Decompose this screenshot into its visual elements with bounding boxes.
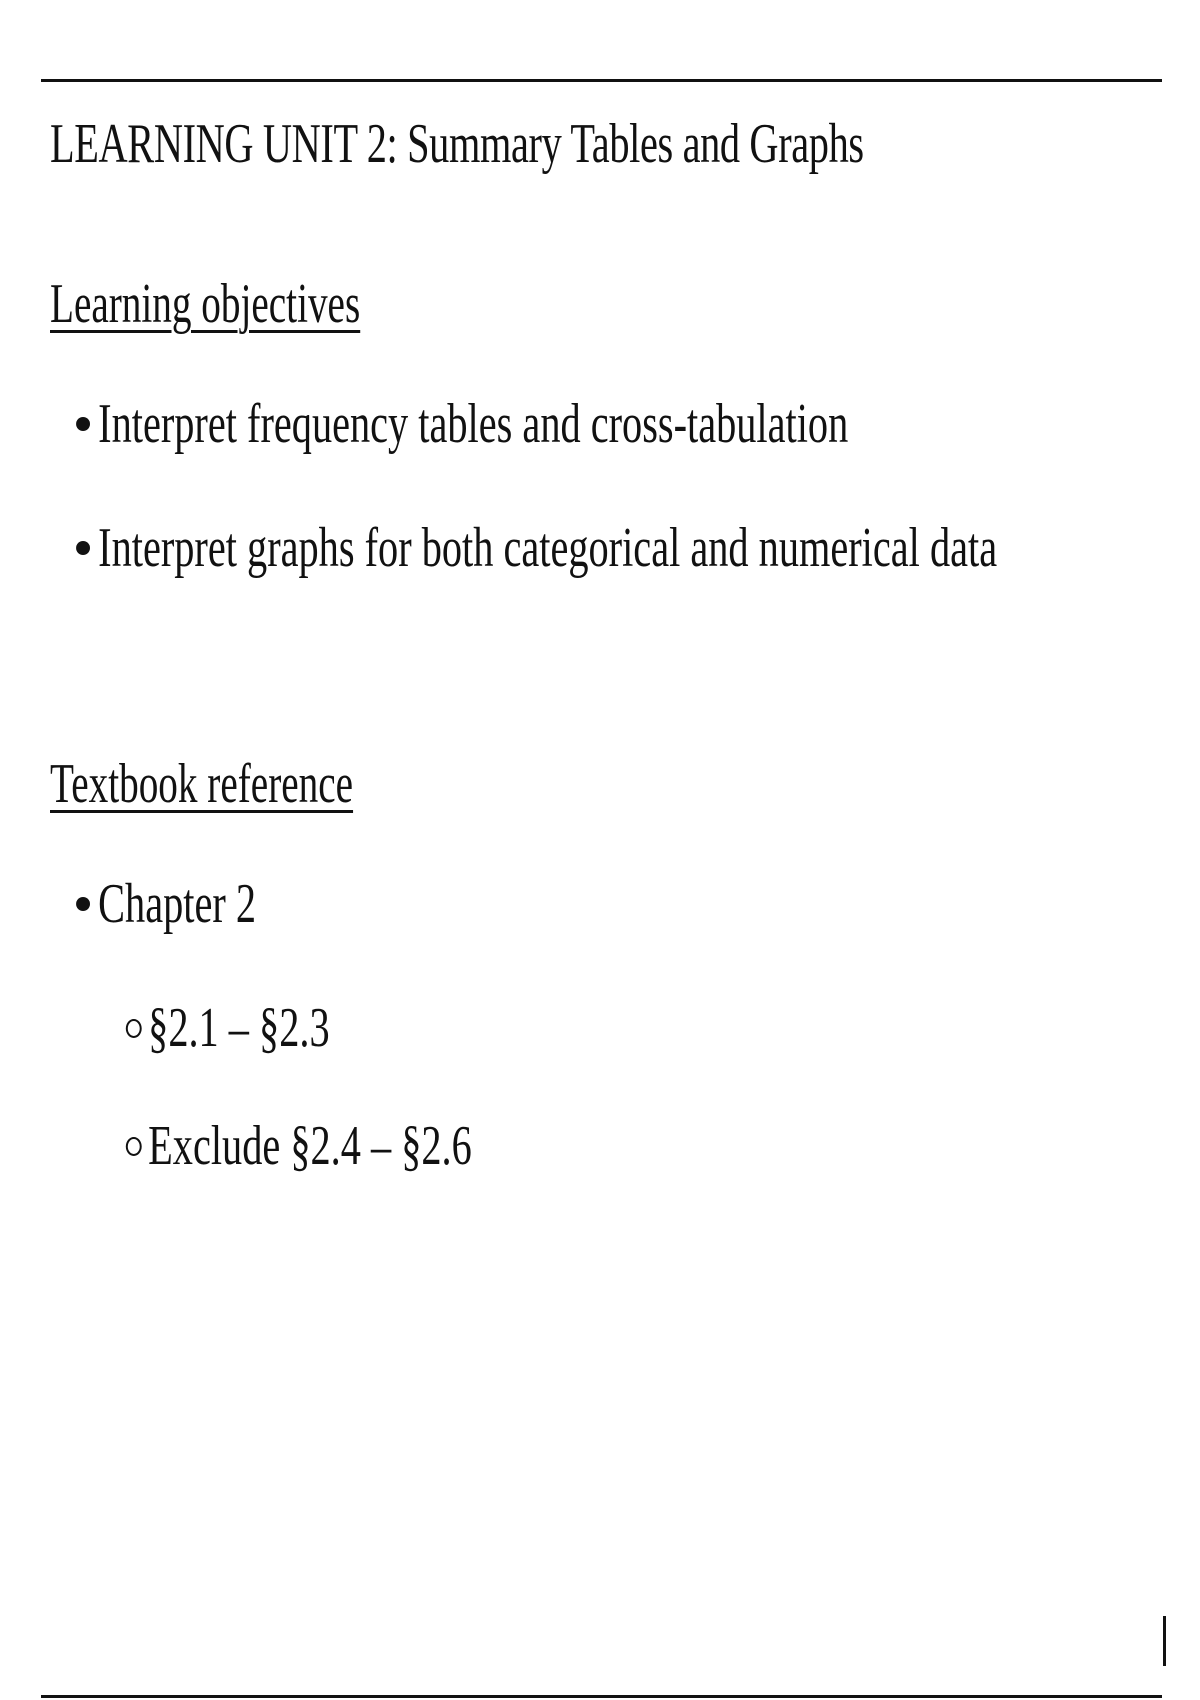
bottom-rule	[41, 1695, 1162, 1698]
top-rule	[41, 79, 1162, 82]
list-item-text: Interpret frequency tables and cross-tabulation	[98, 393, 849, 455]
hollow-bullet-icon	[126, 1019, 142, 1038]
bullet-icon	[76, 417, 90, 431]
list-item-text: Chapter 2	[98, 873, 257, 935]
sub-list-item	[128, 1114, 472, 1178]
page-mark-text	[1163, 1616, 1166, 1666]
sub-list-item	[128, 996, 330, 1060]
hollow-bullet-icon	[126, 1137, 142, 1156]
section-heading-learning-objectives: Learning objectives	[50, 273, 361, 335]
bullet-icon	[76, 897, 90, 911]
section-heading-textbook-reference: Textbook reference	[50, 753, 354, 815]
sub-list-item-text: Exclude §2.4 – §2.6	[148, 1115, 472, 1177]
list-item-text: Interpret graphs for both categorical and numerical data	[98, 517, 998, 579]
list-item	[78, 872, 256, 936]
list-item	[78, 516, 997, 580]
list-item	[78, 392, 848, 456]
sub-list-item-text: §2.1 – §2.3	[148, 997, 330, 1059]
page-title: LEARNING UNIT 2: Summary Tables and Graphs	[50, 113, 864, 175]
bullet-icon	[76, 541, 90, 555]
